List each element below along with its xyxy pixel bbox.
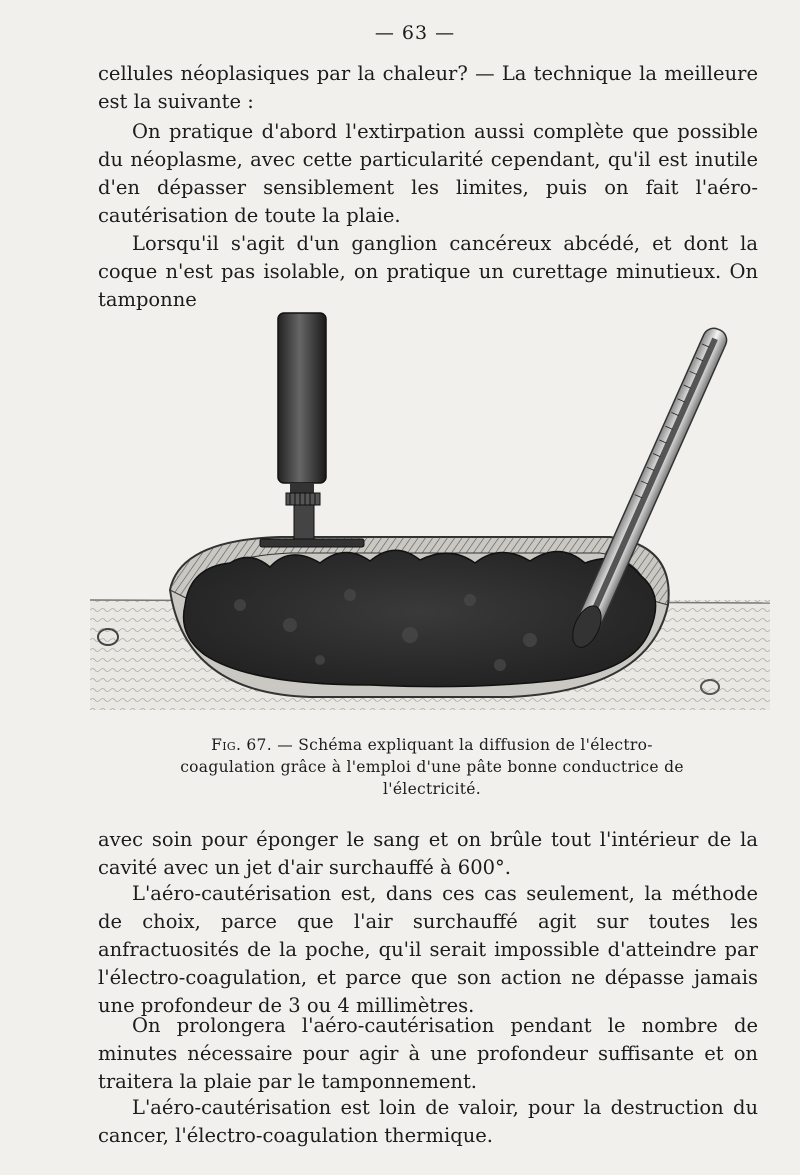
paragraph: L'aéro-cautérisation est loin de valoir, pour la destruction du cancer, l'électro-coagulation thermique. bbox=[98, 1096, 758, 1147]
figure-illustration bbox=[90, 305, 770, 730]
electrocoagulation-diagram bbox=[90, 305, 770, 730]
paragraph: avec soin pour éponger le sang et on brûle tout l'intérieur de la cavité avec un jet d'air surchauffé à 600°. bbox=[98, 828, 758, 879]
paragraph: Lorsqu'il s'agit d'un ganglion cancéreux abcédé, et dont la coque n'est pas isolable, on pratique un curettage minutieux. On tamponne bbox=[98, 232, 758, 311]
figure-caption bbox=[172, 734, 692, 800]
paragraph: On pratique d'abord l'extirpation aussi complète que possible du néoplasme, avec cette particularité cependant, qu'il est inutile d'en dépasser sensiblement les limites, puis on fait l'aéro-cautérisation de toute la plaie. bbox=[98, 120, 758, 227]
paragraph: On prolongera l'aéro-cautérisation pendant le nombre de minutes nécessaire pour agir à une profondeur suffisante et on traitera la plaie par le tamponnement. bbox=[98, 1014, 758, 1093]
paragraph: L'aéro-cautérisation est, dans ces cas seulement, la méthode de choix, parce que l'air surchauffé agit sur toutes les anfractuosités de la poche, qu'il serait impossible d'atteindre par l'électro-coagulation, et parce que son action ne dépasse jamais une profondeur de 3 ou 4 millimètres. bbox=[98, 882, 758, 1017]
figure-label: Fig. 67. bbox=[211, 736, 272, 754]
page-number: — 63 — bbox=[374, 22, 456, 44]
paragraph: cellules néoplasiques par la chaleur? — La technique la meilleure est la suivante : bbox=[98, 62, 758, 113]
figure-caption-text: — Schéma expliquant la diffusion de l'électro-coagulation grâce à l'emploi d'une pâte bonne conductrice de l'électricité. bbox=[180, 736, 684, 798]
electrode bbox=[260, 313, 364, 547]
